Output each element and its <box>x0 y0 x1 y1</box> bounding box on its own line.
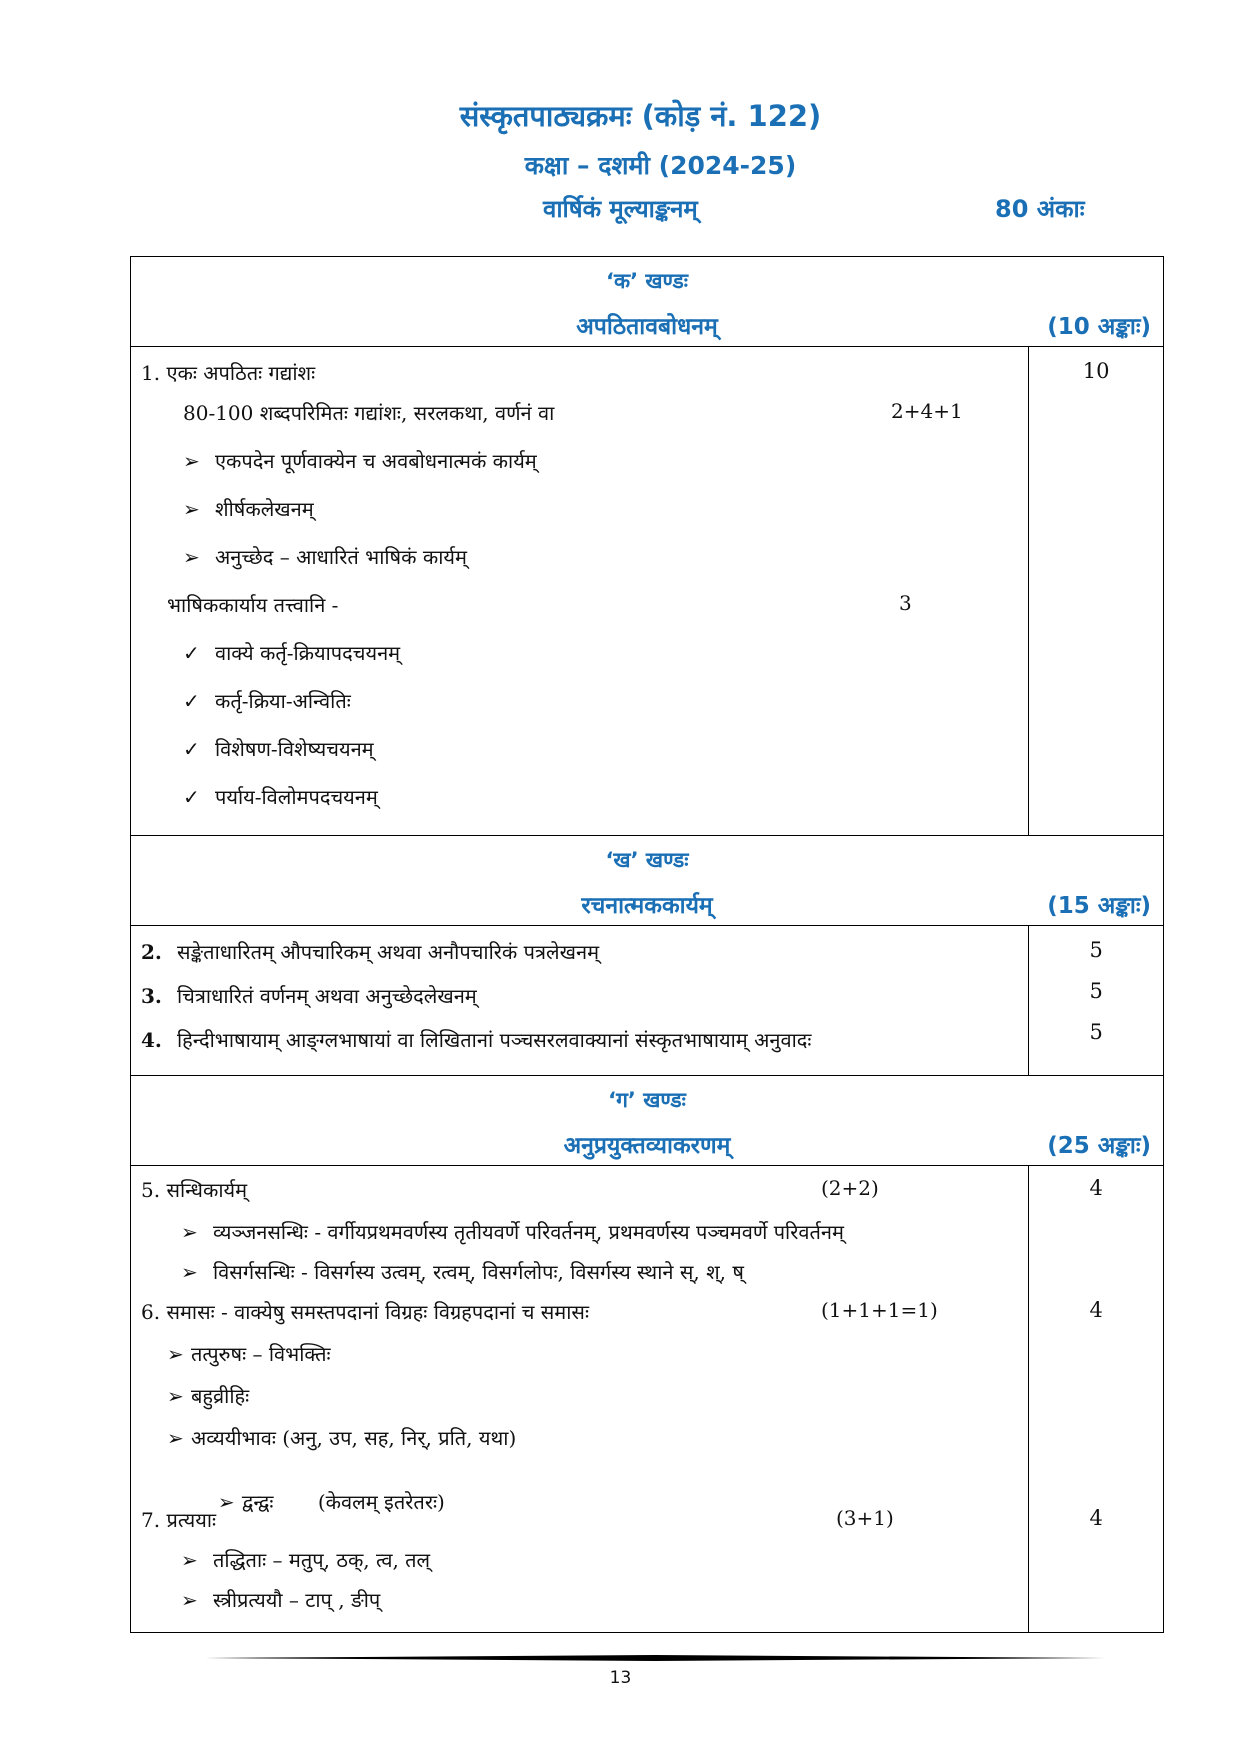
section-c-content-row <box>131 1166 1164 1633</box>
split-marks: (3+1) <box>836 1506 894 1530</box>
list-item: ✓ कर्तृ-क्रिया-अन्वितिः <box>183 689 351 713</box>
list-item: 4. हिन्दीभाषायाम् आङ्ग्लभाषायां वा लिखितानां पञ्चसरलवाक्यानां संस्कृतभाषायाम् अनुवादः <box>141 1028 812 1052</box>
section-a-marks-cell <box>1029 347 1164 836</box>
marks-value: 4 <box>1089 1176 1103 1200</box>
list-item: 6. समासः - वाक्येषु समस्तपदानां विग्रहः विग्रहपदानां च समासः <box>141 1300 589 1324</box>
list-item: 80-100 शब्दपरिमितः गद्यांशः, सरलकथा, वर्णनं वा <box>183 401 555 425</box>
split-marks: 2+4+1 <box>891 399 963 423</box>
evaluation-label: वार्षिकं मूल्याङ्कनम् <box>543 195 698 223</box>
list-item: ➢ स्त्रीप्रत्ययौ – टाप् , ङीप् <box>181 1588 381 1612</box>
marks-value: 5 <box>1089 1020 1103 1044</box>
section-b-content <box>131 926 1029 1076</box>
section-b-marks-cell <box>1029 926 1164 1076</box>
check-bullet-icon: ✓ <box>183 641 200 665</box>
check-bullet-icon: ✓ <box>183 737 200 761</box>
check-bullet-icon: ✓ <box>183 785 200 809</box>
list-item: 1. एकः अपठितः गद्यांशः <box>141 361 316 385</box>
section-b-name: रचनात्मककार्यम् <box>581 893 713 919</box>
section-a-header <box>131 257 1164 347</box>
section-c-header <box>131 1076 1164 1166</box>
arrow-bullet-icon: ➢ <box>183 497 200 521</box>
list-item: ➢ अनुच्छेद – आधारितं भाषिकं कार्यम् <box>183 545 467 569</box>
footer-divider <box>205 1655 1105 1661</box>
list-item: ✓ पर्याय-विलोमपदचयनम् <box>183 785 378 809</box>
list-item: ✓ वाक्ये कर्तृ-क्रियापदचयनम् <box>183 641 401 665</box>
arrow-bullet-icon: ➢ <box>181 1260 198 1284</box>
arrow-bullet-icon: ➢ <box>181 1548 198 1572</box>
arrow-bullet-icon: ➢ <box>183 449 200 473</box>
marks-value: 5 <box>1089 979 1103 1003</box>
arrow-bullet-icon: ➢ <box>183 545 200 569</box>
list-item: ➢ शीर्षकलेखनम् <box>183 497 314 521</box>
page-number: 13 <box>609 1668 632 1688</box>
syllabus-table <box>130 256 1164 1633</box>
list-item: ➢ द्वन्द्वः (केवलम् इतरेतरः) <box>217 1490 445 1514</box>
marks-value: 4 <box>1089 1506 1103 1530</box>
arrow-bullet-icon: ➢ <box>181 1588 198 1612</box>
split-marks: (1+1+1=1) <box>821 1298 938 1322</box>
section-c-marks: (25 अङ्काः) <box>1047 1133 1151 1159</box>
arrow-bullet-icon: ➢ <box>217 1490 235 1514</box>
section-a-name: अपठितावबोधनम् <box>576 314 718 340</box>
section-a-content-row <box>131 347 1164 836</box>
list-item: 5. सन्धिकार्यम् <box>141 1178 248 1202</box>
list-item: भाषिककार्याय तत्त्वानि - <box>167 593 339 617</box>
section-b-header <box>131 836 1164 926</box>
list-item: ➢ बहुव्रीहिः <box>167 1384 250 1408</box>
arrow-bullet-icon: ➢ <box>167 1384 184 1408</box>
section-b-header-row <box>131 836 1164 926</box>
section-a-content <box>131 347 1029 836</box>
list-item: 3. चित्राधारितं वर्णनम् अथवा अनुच्छेदलेखनम् <box>141 984 477 1008</box>
page-title: संस्कृतपाठ्यक्रमः (कोड़ नं. 122) <box>459 99 822 133</box>
list-item: ✓ विशेषण-विशेष्यचयनम् <box>183 737 374 761</box>
list-item: ➢ तद्धिताः – मतुप्, ठक्, त्व, तल् <box>181 1548 431 1572</box>
section-b-content-row <box>131 926 1164 1076</box>
list-item: 2. सङ्केताधारितम् औपचारिकम् अथवा अनौपचारिकं पत्रलेखनम् <box>141 940 600 964</box>
total-marks: 80 अंकाः <box>995 195 1085 223</box>
list-item: ➢ तत्पुरुषः – विभक्तिः <box>167 1342 331 1366</box>
section-a-header-row <box>131 257 1164 347</box>
split-marks: 3 <box>899 591 912 615</box>
list-item: ➢ एकपदेन पूर्णवाक्येन च अवबोधनात्मकं कार्यम् <box>183 449 537 473</box>
section-a-marks: (10 अङ्काः) <box>1047 314 1151 340</box>
list-item: ➢ विसर्गसन्धिः - विसर्गस्य उत्वम्, रत्वम्, विसर्गलोपः, विसर्गस्य स्थाने स्, श्, ष् <box>181 1260 744 1284</box>
marks-value: 4 <box>1089 1298 1103 1322</box>
section-c-marks-cell <box>1029 1166 1164 1633</box>
list-item: ➢ व्यञ्जनसन्धिः - वर्गीयप्रथमवर्णस्य तृतीयवर्णे परिवर्तनम्, प्रथमवर्णस्य पञ्चमवर्णे परिवर्तनम् <box>181 1220 844 1244</box>
marks-value: 10 <box>1082 359 1110 383</box>
section-a-letter: ‘क’ खण्डः <box>605 269 689 293</box>
section-c-content <box>131 1166 1029 1633</box>
marks-value: 5 <box>1089 938 1103 962</box>
section-b-marks: (15 अङ्काः) <box>1047 893 1151 919</box>
split-marks: (2+2) <box>821 1176 879 1200</box>
section-c-name: अनुप्रयुक्तव्याकरणम् <box>563 1133 731 1159</box>
arrow-bullet-icon: ➢ <box>181 1220 198 1244</box>
check-bullet-icon: ✓ <box>183 689 200 713</box>
section-c-header-row <box>131 1076 1164 1166</box>
list-item: ➢ अव्ययीभावः (अनु, उप, सह, निर्, प्रति, यथा) <box>167 1426 517 1450</box>
section-b-letter: ‘ख’ खण्डः <box>605 848 689 872</box>
arrow-bullet-icon: ➢ <box>167 1426 184 1450</box>
section-c-letter: ‘ग’ खण्डः <box>608 1088 686 1112</box>
class-subtitle: कक्षा – दशमी (2024-25) <box>524 151 797 180</box>
arrow-bullet-icon: ➢ <box>167 1342 184 1366</box>
list-item: 7. प्रत्ययाः <box>141 1508 217 1532</box>
